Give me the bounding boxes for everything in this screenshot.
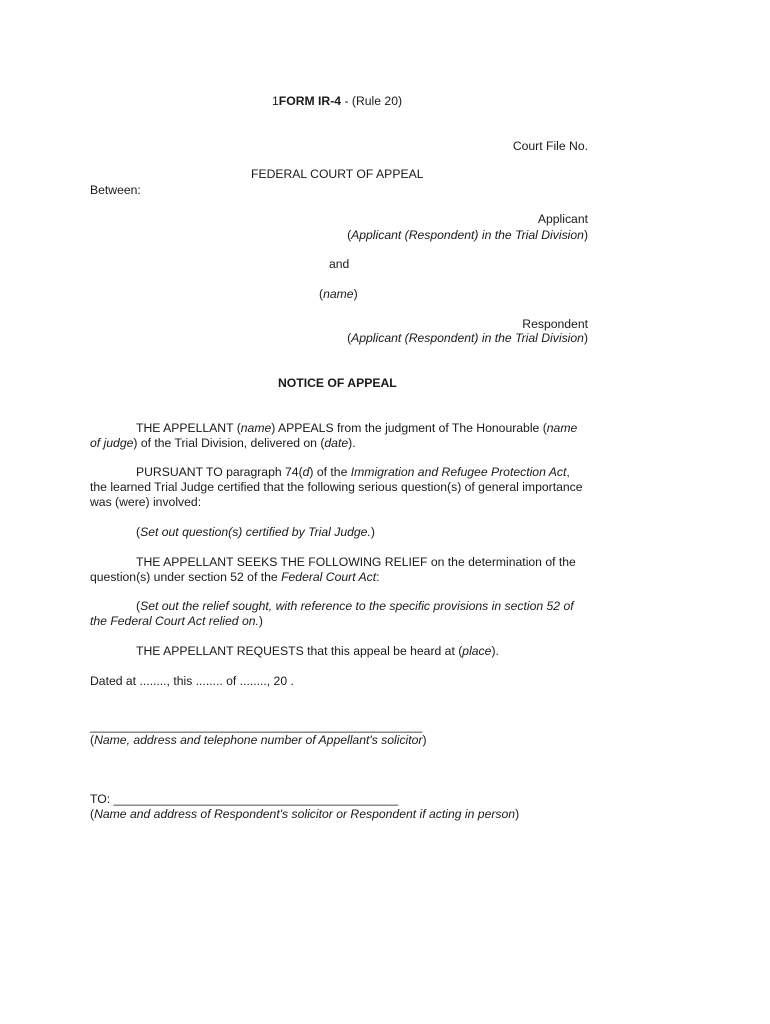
court-name: FEDERAL COURT OF APPEAL bbox=[251, 167, 424, 181]
paragraph-questions: (Set out question(s) certified by Trial Judge.) bbox=[136, 525, 375, 539]
court-file-number: Court File No. bbox=[512, 139, 588, 153]
form-header bbox=[272, 94, 402, 109]
name-placeholder: (name) bbox=[319, 287, 358, 301]
to-caption: (Name and address of Respondent's solicitor or Respondent if acting in person) bbox=[90, 807, 520, 821]
paragraph-relief: THE APPELLANT SEEKS THE FOLLOWING RELIEF on the determination of the question(s) under section 52 of the Federal Court Act: bbox=[90, 555, 576, 584]
dated-line: Dated at ........, this ........ of ........, 20 . bbox=[90, 674, 294, 688]
paragraph-place: THE APPELLANT REQUESTS that this appeal be heard at (place). bbox=[136, 644, 499, 658]
respondent-label: Respondent bbox=[522, 317, 588, 331]
to-line: TO: __________________________________________ bbox=[90, 792, 399, 806]
signature-caption: (Name, address and telephone number of Appellant's solicitor) bbox=[90, 733, 427, 747]
and-label: and bbox=[329, 257, 350, 271]
paragraph-pursuant: PURSUANT TO paragraph 74(d) of the Immigration and Refugee Protection Act, the learned Trial Judge certified that the following serious question(s) of general importance was (were) involved: bbox=[90, 465, 583, 509]
between-label: Between: bbox=[90, 183, 141, 197]
form-title: FORM IR-4 bbox=[278, 94, 342, 108]
applicant-desc: (Applicant (Respondent) in the Trial Division) bbox=[347, 228, 588, 242]
paragraph-relief-detail: (Set out the relief sought, with reference to the specific provisions in section 52 of the Federal Court Act relied on.) bbox=[90, 599, 574, 628]
rule-ref: - (Rule 20) bbox=[341, 94, 403, 108]
paragraph-appeal: THE APPELLANT (name) APPEALS from the judgment of The Honourable (name of judge) of the Trial Division, delivered on (date). bbox=[90, 421, 578, 450]
footnote-ref: 1 bbox=[272, 94, 279, 108]
signature-line: _________________________________________________ bbox=[90, 719, 423, 733]
applicant-label: Applicant bbox=[537, 212, 588, 226]
notice-title: NOTICE OF APPEAL bbox=[278, 376, 397, 390]
respondent-desc: (Applicant (Respondent) in the Trial Division) bbox=[347, 331, 588, 345]
